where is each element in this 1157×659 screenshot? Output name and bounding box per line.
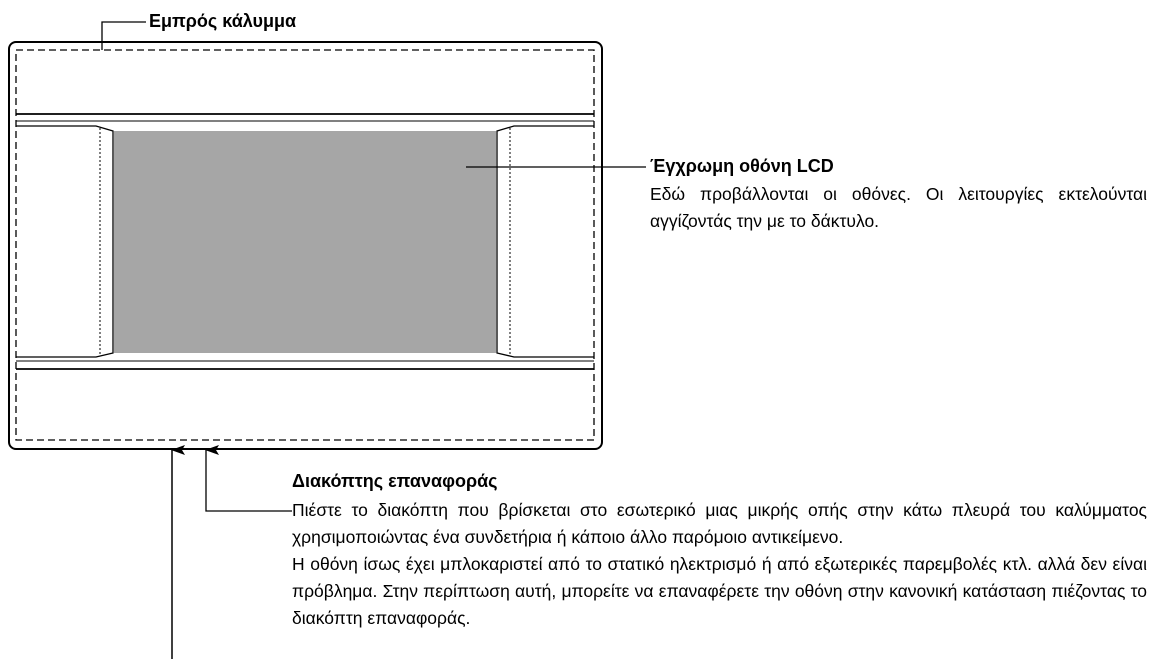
reset-switch-title: Διακόπτης επαναφοράς xyxy=(292,471,498,491)
front-cover-leader-line xyxy=(102,22,146,50)
reset-switch-arrow xyxy=(206,450,292,511)
front-cover-title: Εμπρός κάλυμμα xyxy=(149,11,297,31)
right-screen-frame xyxy=(497,126,594,357)
reset-switch-description xyxy=(292,497,1147,632)
reset-switch-paragraph-1: Πιέστε το διακόπτη που βρίσκεται στο εσωτερικό μιας μικρής οπής στην κάτω πλευρά του καλύμματος χρησιμοποιώντας ένα συνδετήρια ή κάποιο άλλο παρόμοιο αντικείμενο. xyxy=(292,500,1147,547)
lcd-description: Εδώ προβάλλονται οι οθόνες. Οι λειτουργίες εκτελούνται αγγίζοντάς την με το δάκτυλο. xyxy=(650,184,1147,231)
lcd-title: Έγχρωμη οθόνη LCD xyxy=(650,156,834,176)
reset-switch-paragraph-2: Η οθόνη ίσως έχει μπλοκαριστεί από το στατικό ηλεκτρισμό ή από εξωτερικές παρεμβολές κτλ. αλλά δεν είναι πρόβλημα. Στην περίπτωση αυτή, μπορείτε να επαναφέρετε την οθόνη στην κανονική κατάσταση πιέζοντας το διακόπτη επαναφοράς. xyxy=(292,554,1147,628)
left-screen-frame xyxy=(16,126,113,357)
lcd-screen xyxy=(114,131,496,353)
